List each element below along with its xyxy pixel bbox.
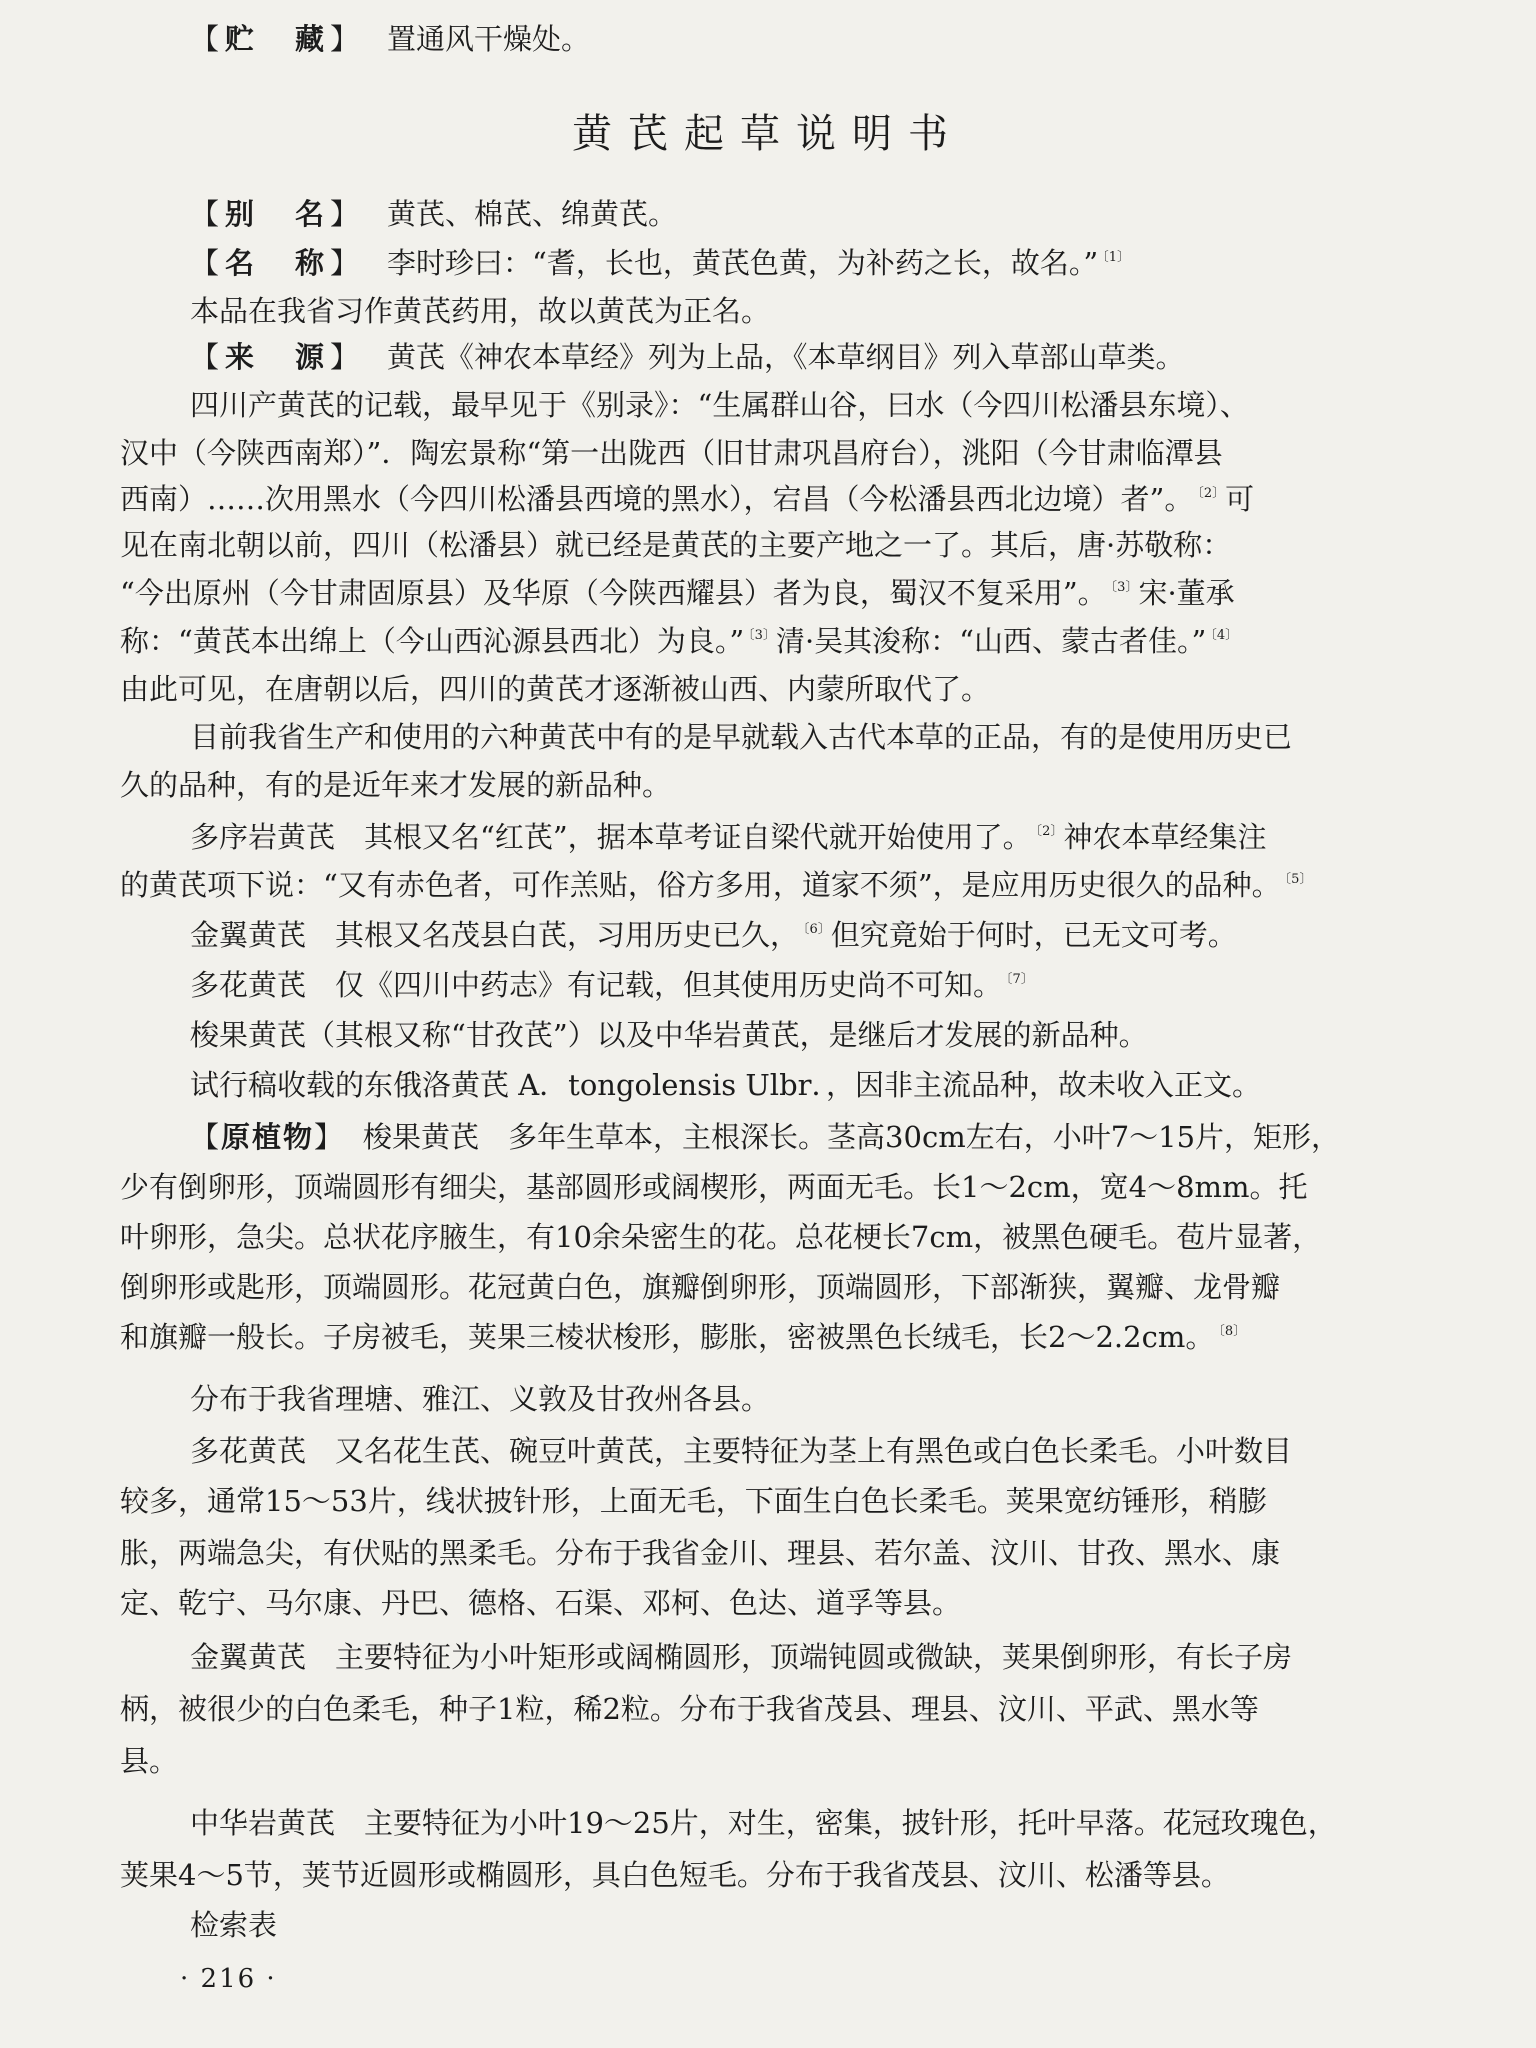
text-line: 由此可见，在唐朝以后，四川的黄芪才逐渐被山西、内蒙所取代了。 (120, 672, 991, 706)
ref-marker: 〔4〕 (1210, 628, 1239, 643)
page-title: 黄芪起草说明书 (572, 111, 964, 157)
storage-text: 置通风干燥处。 (387, 22, 591, 56)
text-line: 检索表 (190, 1908, 278, 1942)
text-line: “今出原州（今甘肃固原县）及华原（今陕西耀县）者为良，蜀汉不复采用”。 $^{〔3〕}$宋·董承 (120, 576, 1235, 610)
text-line: 目前我省生产和使用的六种黄芪中有的是早就载入古代本草的正品，有的是使用历史已 (190, 720, 1293, 754)
storage-heading: 贮 藏 (225, 22, 331, 56)
text-line: 的黄芪项下说：“又有赤色者，可作羔贴，俗方多用，道家不须”，是应用历史很久的品种。 $^{〔5〕}$ (120, 868, 1313, 902)
ref-marker: 〔3〕 (1110, 580, 1139, 595)
ref-marker: 〔3〕 (748, 628, 776, 643)
source-text: 黄芪《神农本草经》列为上品，《本草纲目》列入草部山草类。 (387, 340, 1185, 374)
storage-line: 【贮 藏】 置通风干燥处。 (190, 22, 591, 56)
text-line: 金翼黄芪 其根又名茂县白芪，习用历史已久， $^{〔6〕}$但究竟始于何时，已无文可考。 (190, 918, 1237, 952)
ref-marker: 〔7〕 (1006, 972, 1034, 987)
alias-line: 【别 名】 黄芪、棉芪、绵黄芪。 (190, 197, 678, 231)
text-line: 中华岩黄芪 主要特征为小叶19～25片，对生，密集，披针形，托叶早落。花冠玫瑰色， (190, 1806, 1337, 1840)
text-line: 少有倒卵形，顶端圆形有细尖，基部圆形或阔楔形，两面无毛。长1～2cm，宽4～8mm。托 (120, 1170, 1308, 1204)
text-line: 梭果黄芪（其根又称“甘孜芪”）以及中华岩黄芪，是继后才发展的新品种。 (190, 1018, 1148, 1052)
text-line: 倒卵形或匙形，顶端圆形。花冠黄白色，旗瓣倒卵形，顶端圆形，下部渐狭，翼瓣、龙骨瓣 (120, 1270, 1281, 1304)
text-line: 多花黄芪 又名花生芪、碗豆叶黄芪，主要特征为茎上有黑色或白色长柔毛。小叶数目 (190, 1434, 1293, 1468)
ref-marker: 〔2〕 (1197, 486, 1226, 501)
text-line: 试行稿收载的东俄洛黄芪 A．tongolensis Ulbr．，因非主流品种，故未收入正文。 (190, 1068, 1261, 1102)
naming-continuation: 本品在我省习作黄芪药用，故以黄芪为正名。 (190, 294, 771, 328)
text-line: 和旗瓣一般长。子房被毛，荚果三棱状梭形，膨胀，密被黑色长绒毛，长2～2.2cm。 $^{〔8〕}$ (120, 1320, 1247, 1354)
alias-heading: 别 名 (225, 197, 331, 231)
ref-marker: 〔2〕 (1035, 824, 1064, 839)
text-line: 多序岩黄芪 其根又名“红芪”，据本草考证自梁代就开始使用了。 $^{〔2〕}$神农本草经集注 (190, 820, 1267, 854)
text-line: 金翼黄芪 主要特征为小叶矩形或阔椭圆形，顶端钝圆或微缺，荚果倒卵形，有长子房 (190, 1640, 1293, 1674)
source-line: 【来 源】 黄芪《神农本草经》列为上品，《本草纲目》列入草部山草类。 (190, 340, 1185, 374)
naming-line: 【名 称】 李时珍曰：“耆，长也，黄芪色黄，为补药之长，故名。” $^{〔1〕}$ (190, 246, 1130, 280)
source-heading: 来 源 (225, 340, 331, 374)
naming-heading: 名 称 (225, 246, 331, 280)
ref-marker: 〔5〕 (1284, 872, 1313, 887)
text-line: 县。 (120, 1744, 179, 1778)
text-line: 柄，被很少的白色柔毛，种子1粒，稀2粒。分布于我省茂县、理县、汶川、平武、黑水等 (120, 1692, 1259, 1726)
ref-marker: 〔1〕 (1102, 250, 1130, 265)
text-line: 四川产黄芪的记载，最早见于《别录》：“生属群山谷，曰水（今四川松潘县东境）、 (190, 388, 1249, 422)
page-number: · 216 · (180, 1964, 277, 1994)
text-line: 分布于我省理塘、雅江、义敦及甘孜州各县。 (190, 1382, 771, 1416)
plant-heading: 原植物 (221, 1120, 315, 1154)
plant-line: 【原植物】 梭果黄芪 多年生草本，主根深长。茎高30cm左右，小叶7～15片，矩形， (190, 1120, 1341, 1154)
text-line: 西南）……次用黑水（今四川松潘县西境的黑水），宕昌（今松潘县西北边境）者”。 $^{〔2〕}$可 (120, 482, 1255, 516)
ref-marker: 〔8〕 (1218, 1324, 1247, 1339)
text-line: 久的品种，有的是近年来才发展的新品种。 (120, 768, 672, 802)
naming-text: 李时珍曰：“耆，长也，黄芪色黄，为补药之长，故名。” (387, 246, 1099, 280)
alias-text: 黄芪、棉芪、绵黄芪。 (387, 197, 678, 231)
text-line: 称：“黄芪本出绵上（今山西沁源县西北）为良。” $^{〔3〕}$清·吴其浚称：“山西、蒙古者佳。” $^{〔4〕}$ (120, 624, 1239, 658)
text-line: 定、乾宁、马尔康、丹巴、德格、石渠、邓柯、色达、道孚等县。 (120, 1586, 962, 1620)
text-line: 多花黄芪 仅《四川中药志》有记载，但其使用历史尚不可知。 $^{〔7〕}$ (190, 968, 1034, 1002)
text-line: 汉中（今陕西南郑）”．陶宏景称“第一出陇西（旧甘肃巩昌府台），洮阳（今甘肃临潭县 (120, 436, 1223, 470)
text-line: 见在南北朝以前，四川（松潘县）就已经是黄芪的主要产地之一了。其后，唐·苏敬称： (120, 528, 1232, 562)
ref-marker: 〔6〕 (803, 922, 831, 937)
text-line: 较多，通常15～53片，线状披针形，上面无毛，下面生白色长柔毛。荚果宽纺锤形，稍膨 (120, 1484, 1267, 1518)
text-line: 荚果4～5节，荚节近圆形或椭圆形，具白色短毛。分布于我省茂县、汶川、松潘等县。 (120, 1858, 1230, 1892)
text-line: 胀，两端急尖，有伏贴的黑柔毛。分布于我省金川、理县、若尔盖、汶川、甘孜、黑水、康 (120, 1536, 1281, 1570)
text-line: 叶卵形，急尖。总状花序腋生，有10余朵密生的花。总花梗长7cm，被黑色硬毛。苞片显著， (120, 1220, 1322, 1254)
